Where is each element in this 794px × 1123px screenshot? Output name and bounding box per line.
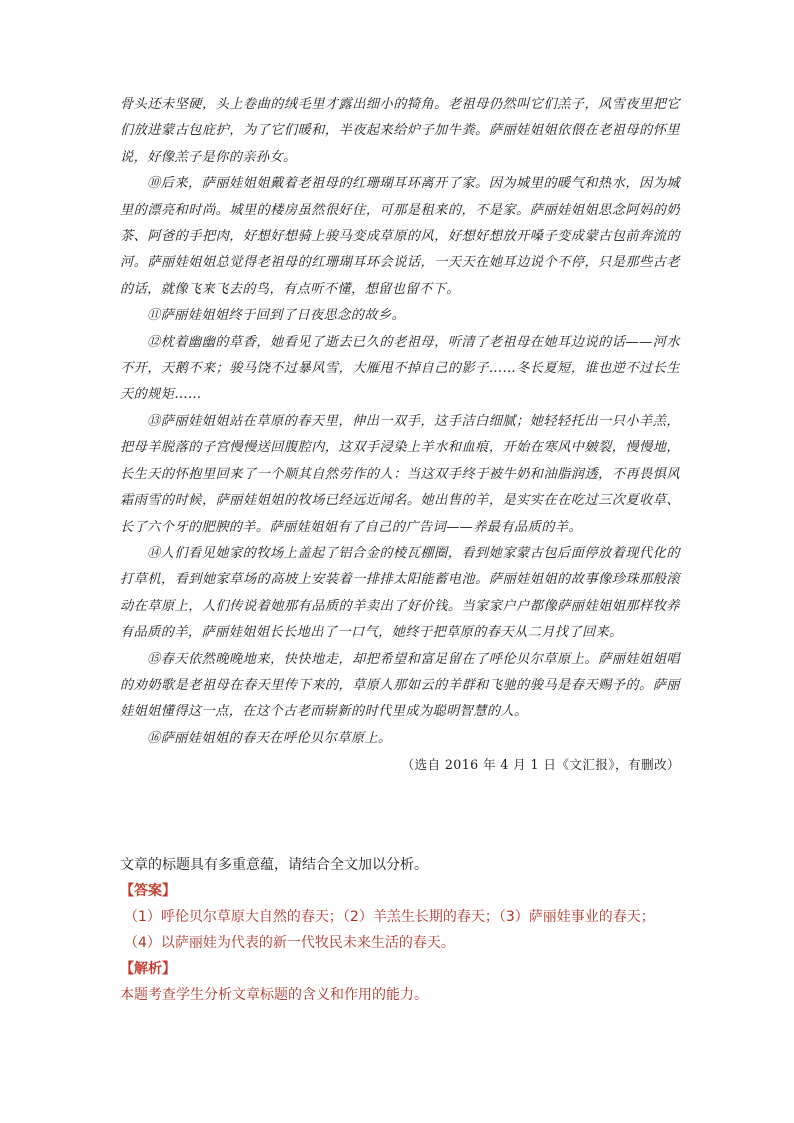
passage-paragraph-13: ⑬萨丽娃姐姐站在草原的春天里，伸出一双手，这手洁白细腻；她轻轻托出一只小羊羔，把母羊脱落的子宫慢慢送回腹腔内，这双手浸染上羊水和血痕，开始在寒风中皴裂，慢慢地，长生天的怀抱里回来了一个顺其自然劳作的人：当这双手终于被牛奶和油脂润透，不再畏惧风霜雨雪的时候，萨丽娃姐姐的牧场已经远近闻名。她出售的羊，是实实在在吃过三次夏收草、长了六个牙的肥腴的羊。萨丽娃姐姐有了自己的广告词——养最有品质的羊。 [120,413,680,535]
answer-line-1: （1）呼伦贝尔草原大自然的春天；（2）羊羔生长期的春天；（3）萨丽娃事业的春天； [124,909,655,925]
question-block [120,852,680,1008]
passage-paragraph-12: ⑫枕着幽幽的草香，她看见了逝去已久的老祖母，听清了老祖母在她耳边说的话——河水不开，天鹅不来；骏马饶不过暴风雪，大雁甩不掉自己的影子……冬长夏短，谁也逆不过长生天的规矩…… [120,334,680,403]
question-text: 文章的标题具有多重意蕴，请结合全文加以分析。 [120,857,428,873]
passage-source: （选自 2016 年 4 月 1 日《文汇报》，有删改） [401,757,680,773]
passage-paragraph-16: ⑯萨丽娃姐姐的春天在呼伦贝尔草原上。 [147,730,392,746]
passage-paragraph-11: ⑪萨丽娃姐姐终于回到了日夜思念的故乡。 [147,308,406,324]
passage-paragraph-9-continued: 骨头还未坚硬，头上卷曲的绒毛里才露出细小的犄角。老祖母仍然叫它们羔子，风雪夜里把它们放进蒙古包庇护，为了它们暖和，半夜起来给炉子加牛粪。萨丽娃姐姐依偎在老祖母的怀里说，好像羔子是你的亲孙女。 [120,97,680,165]
passage-paragraph-10: ⑩后来，萨丽娃姐姐戴着老祖母的红珊瑚耳环离开了家。因为城里的暖气和热水，因为城里的漂亮和时尚。城里的楼房虽然很好住，可那是租来的，不是家。萨丽娃姐姐思念阿妈的奶茶、阿爸的手把肉，好想好想骑上骏马变成草原的风，好想好想放开嗓子变成蒙古包前奔流的河。萨丽娃姐姐总觉得老祖母的红珊瑚耳环会说话，一天天在她耳边说个不停，只是那些古老的话，就像飞来飞去的鸟，有点听不懂，想留也留不下。 [120,176,680,297]
analysis-label: 【解析】 [120,961,176,977]
reading-passage [120,92,680,779]
answer-label: 【答案】 [120,883,176,899]
passage-paragraph-15: ⑮春天依然晚晚地来，快快地走，却把希望和富足留在了呼伦贝尔草原上。萨丽娃姐姐唱的劝奶歌是老祖母在春天里传下来的，草原人那如云的羊群和飞驰的骏马是春天赐予的。萨丽娃姐姐懂得这一点，在这个古老而崭新的时代里成为聪明智慧的人。 [120,651,680,720]
passage-paragraph-14: ⑭人们看见她家的牧场上盖起了铝合金的棱瓦棚圈，看到她家蒙古包后面停放着现代化的打草机，看到她家草场的高坡上安装着一排排太阳能蓄电池。萨丽娃姐姐的故事像珍珠那般滚动在草原上，人们传说着她那有品质的羊卖出了好价钱。当家家户户都像萨丽娃姐姐那样牧养有品质的羊，萨丽娃姐姐长长地出了一口气，她终于把草原的春天从二月找了回来。 [120,545,680,641]
analysis-text: 本题考查学生分析文章标题的含义和作用的能力。 [120,987,428,1003]
answer-line-2: （4）以萨丽娃为代表的新一代牧民未来生活的春天。 [124,935,455,951]
